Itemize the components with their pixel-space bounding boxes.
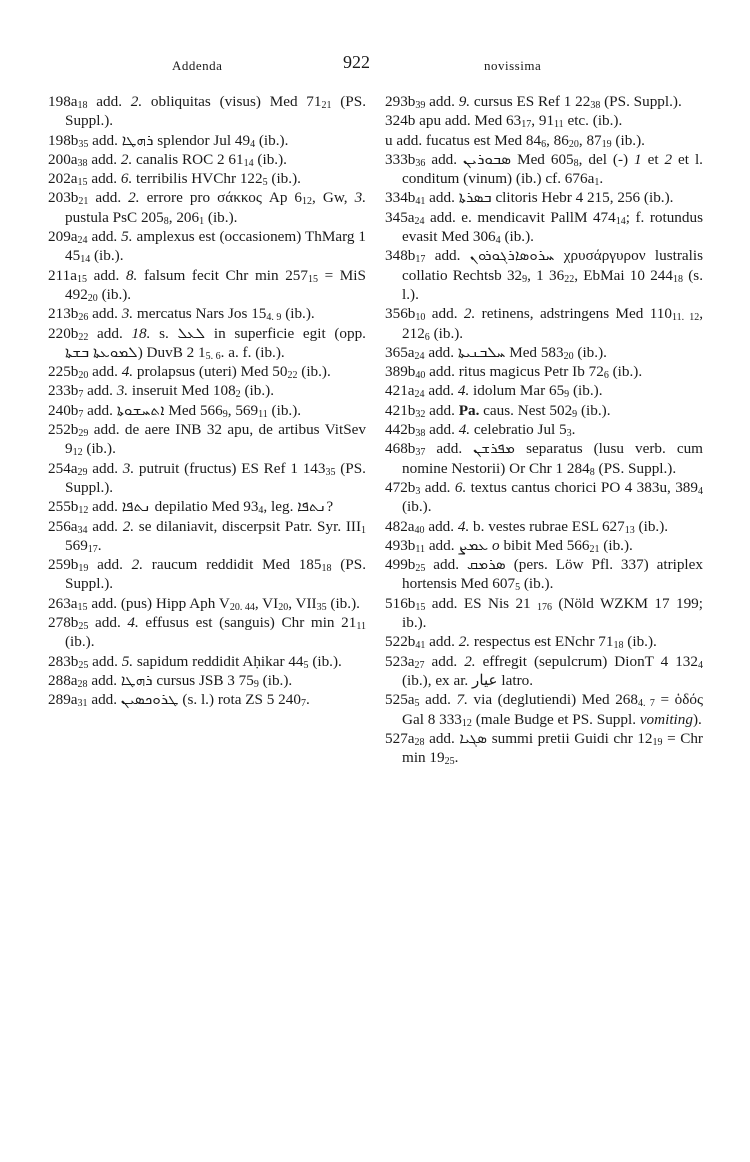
dictionary-entry: $254a_{29}$ add. 3. putruit (fructus) ES Ref 1 $143_{35}$ (PS. Suppl.). (48, 459, 366, 496)
dictionary-entry: $213b_{26}$ add. 3. mercatus Nars Jos $15_{4. 9}$ (ib.). (48, 305, 315, 324)
dictionary-entry: $523a_{27}$ add. 2. effregit (sepulcrum) DionT 4 $132_4$ (ib.), ex ar. عيار latro. (385, 652, 703, 689)
dictionary-entry: $333b_{36}$ add. ܣܒܘܪܝܢ Med $605_8$, del (-) 1 et 2 et l. conditum (vinum) (ib.) cf. $676a_1$. (385, 150, 703, 189)
left-column (48, 92, 366, 710)
dictionary-entry: $220b_{22}$ add. 18. s. ܠܥܠ in superficie egit (opp. ܠܡܘܥܬܐ ܒܫܬܐ) DuvB 2 $1_{5. 6}$. a. f. (ib.). (48, 324, 366, 362)
dictionary-entry: $211a_{15}$ add. 8. falsum fecit Chr $\min 257_{15}$ = MiS $492_{20}$ (ib.). (48, 266, 366, 304)
dictionary-entry: 324b apu add. Med $63_{17}$, $91_{11}$ etc. (ib.). (385, 112, 623, 131)
page-number: 922 (343, 52, 370, 72)
dictionary-entry: $421a_{24}$ add. 4. idolum Mar $65_9$ (ib.). (385, 382, 603, 401)
dictionary-entry: $255b_{12}$ add. ܢܬܦܐ depilatio Med $93_4$, leg. ܢܬܦܐ? (48, 498, 334, 517)
dictionary-entry: $200a_{38}$ add. 2. canalis ROC 2 $61_{14}$ (ib.). (48, 150, 287, 169)
dictionary-entry: $472b_3$ add. 6. textus cantus chorici PO 4 383u, $389_4$ (ib.). (385, 478, 703, 516)
dictionary-entry: $345a_{24}$ add. e. mendicavit PallM $474_{14}$; f. rotundus evasit Med $306_4$ (ib.). (385, 208, 704, 247)
dictionary-entry: $499b_{25}$ add. ܣܪܡܩ (pers. Löw Pfl. 337) atriplex hortensis Med $607_5$ (ib.). (385, 556, 703, 594)
dictionary-entry: $202a_{15}$ add. 6. terribilis HVChr $122_5$ (ib.). (48, 170, 301, 189)
dictionary-entry: $278b_{25}$ add. 4. effusus est (sanguis) Chr $\min 21_{11}$ (ib.). (48, 614, 366, 651)
dictionary-entry: $334b_{41}$ add. ܒܣܪܬܐ clitoris Hebr 4 215, 256 (ib.). (385, 189, 674, 208)
dictionary-entry: $356b_{10}$ add. 2. retinens, adstringens Med $110_{11. 12}$, $212_6$ (ib.). (385, 305, 703, 343)
page-header (0, 52, 750, 82)
dictionary-entry: $389b_{40}$ add. ritus magicus Petr Ib $72_6$ (ib.). (385, 363, 643, 382)
dictionary-entry: $516b_{15}$ add. ES Nis 21 $_{176}$ (Nöld WZKM 17 199; ib.). (385, 594, 703, 632)
dictionary-entry: $259b_{19}$ add. 2. raucum reddidit Med $185_{18}$ (PS. Suppl.). (48, 556, 366, 593)
dictionary-entry: $442b_{38}$ add. 4. celebratio Jul $5_3$. (385, 421, 576, 440)
dictionary-entry: $203b_{21}$ add. 2. errore pro σάκκος Ap $6_{12}$, Gw, 3. pustula PsC $205_8$, $206_1$ (ib.). (48, 189, 367, 227)
dictionary-entry: $482a_{40}$ add. 4. b. vestes rubrae ESL $627_{13}$ (ib.). (385, 517, 669, 536)
dictionary-entry: $209a_{24}$ add. 5. amplexus est (occasionem) ThMarg 1 $45_{14}$ (ib.). (48, 228, 366, 266)
dictionary-entry: $522b_{41}$ add. 2. respectus est ENchr $71_{18}$ (ib.). (385, 633, 657, 652)
right-column (385, 92, 703, 767)
header-left: Addenda (172, 58, 223, 73)
dictionary-entry: $240b_7$ add. ܐܬܚܫܘܬܐ Med $566_9$, $569_{11}$ (ib.). (48, 401, 302, 420)
dictionary-entry: $468b_{37}$ add. ܡܦܪܫܢ separatus (lusu verb. cum nomine Nestorii) Or Chr 1 $284_8$ (PS. Suppl.). (385, 440, 703, 478)
dictionary-entry: $198b_{35}$ add. ܪܗܛܐ splendor Jul $49_4$ (ib.). (48, 131, 289, 150)
dictionary-entry: u add. fucatus est Med $84_6$, $86_{20}$, $87_{19}$ (ib.). (385, 131, 645, 150)
dictionary-entry: $289a_{31}$ add. ܛܪܘܟܣܝܢ (s. l.) rota ZS 5 $240_7$. (48, 691, 310, 710)
dictionary-entry: $283b_{25}$ add. 5. sapidum reddidit Aḥikar $44_5$ (ib.). (48, 652, 342, 671)
dictionary-entry: $493b_{11}$ add. ܥܡܨ o bibit Med $566_{21}$ (ib.). (385, 536, 633, 555)
dictionary-entry: $293b_{39}$ add. 9. cursus ES Ref 1 $22_{38}$ (PS. Suppl.). (385, 93, 682, 111)
dictionary-entry: $348b_{17}$ add. ܚܪܘܣܐܪܓܘܪܘܢ χρυσάργυρον lustralis collatio Rechtsb $32_9$, 1 $36_{22}$, EbMai 10 $244_{18}$ (s. l.). (385, 247, 703, 303)
dictionary-entry: $263a_{15}$ add. (pus) Hipp Aph $V_{20. 44}$, $VI_{20}$, $VII_{35}$ (ib.). (48, 594, 360, 613)
dictionary-entry: $365a_{24}$ add. ܚܠܒܢܝܬܐ Med $583_{20}$ (ib.). (385, 343, 607, 362)
dictionary-entry: $233b_7$ add. 3. inseruit Med $108_2$ (ib.). (48, 382, 274, 401)
dictionary-entry: $421b_{32}$ add. Pa. caus. Nest $502_9$ (ib.). (385, 401, 611, 420)
dictionary-entry: $256a_{34}$ add. 2. se dilaniavit, discerpsit Patr. Syr. $III_1$ $569_{17}$. (48, 517, 366, 555)
dictionary-entry: $525a_5$ add. 7. via (deglutiendi) Med $268_{4. 7}$ = ὁδός Gal 8 $333_{12}$ (male Budge et PS. Suppl. vomiting). (385, 691, 703, 729)
dictionary-entry: $198a_{18}$ add. 2. obliquitas (visus) Med $71_{21}$ (PS. Suppl.). (48, 93, 366, 130)
dictionary-entry: $225b_{20}$ add. 4. prolapsus (uteri) Med $50_{22}$ (ib.). (48, 363, 331, 382)
dictionary-entry: $288a_{28}$ add. ܪܗܛܐ cursus JSB 3 $75_9$ (ib.). (48, 671, 293, 690)
dictionary-entry: $252b_{29}$ add. de aere INB 32 apu, de artibus VitSev $9_{12}$ (ib.). (48, 421, 366, 459)
dictionary-entry: $527a_{28}$ add. ܣܓܝܐ summi pretii Guidi chr $12_{19}$ = Chr $\min 19_{25}$. (385, 729, 703, 768)
header-right: novissima (484, 58, 542, 73)
